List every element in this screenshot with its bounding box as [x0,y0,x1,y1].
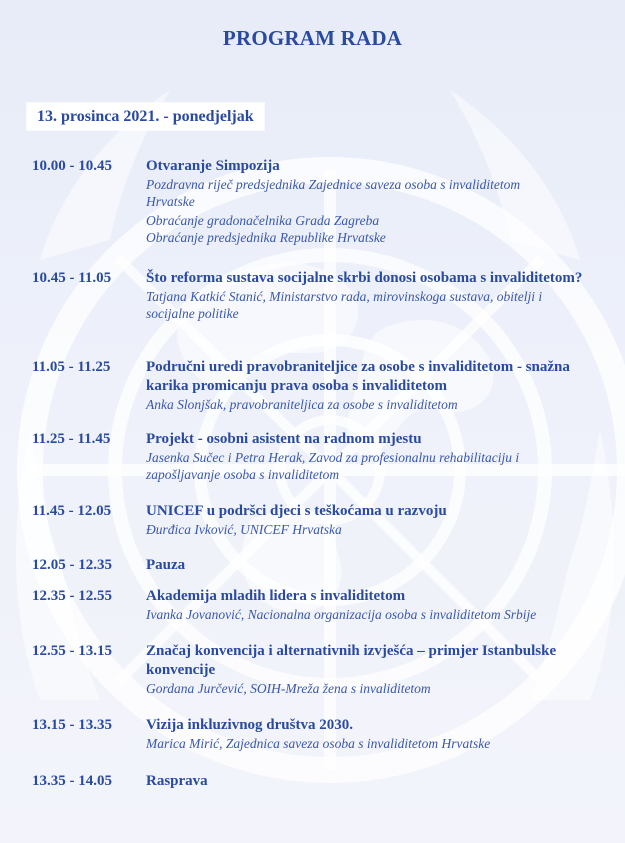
session-detail: Obraćanje gradonačelnika Grada Zagreba [146,213,380,228]
session-time: 12.55 - 13.15 [32,643,112,659]
session-time: 13.15 - 13.35 [32,717,112,733]
session-detail: socijalne politike [146,306,239,321]
session-title: UNICEF u podršci djeci s teškoćama u razvoju [146,503,447,519]
session-detail: Anka Slonjšak, pravobraniteljica za osobe s invaliditetom [146,397,458,412]
date-label: 13. prosinca 2021. - ponedjeljak [27,103,264,130]
session-detail: Đurđica Ivković, UNICEF Hrvatska [146,522,342,537]
session-title: Područni uredi pravobraniteljice za osobe s invaliditetom - snažna karika promicanju prava osoba s invaliditetom [146,359,570,394]
session-title: Vizija inkluzivnog društva 2030. [146,717,353,733]
session-time: 10.00 - 10.45 [32,158,112,174]
session-detail: Pozdravna riječ predsjednika Zajednice saveza osoba s invaliditetom [146,177,521,192]
session-time: 10.45 - 11.05 [32,270,112,286]
session-time: 12.35 - 12.55 [32,588,112,604]
session-time: 12.05 - 12.35 [32,557,112,573]
session-detail: Jasenka Sučec i Petra Herak, Zavod za profesionalnu rehabilitaciju i [146,450,520,465]
session-title: Pauza [146,557,186,573]
session-time: 13.35 - 14.05 [32,773,112,789]
session-time: 11.25 - 11.45 [32,431,111,447]
session-title: Rasprava [146,773,208,789]
session-time: 11.45 - 12.05 [32,503,112,519]
session-title: Što reforma sustava socijalne skrbi donosi osobama s invaliditetom? [146,270,583,286]
session-title: Akademija mladih lidera s invaliditetom [146,588,406,604]
session-detail: zapošljavanje osoba s invaliditetom [146,467,340,482]
page-title: PROGRAM RADA [222,26,403,50]
session-detail: Gordana Jurčević, SOIH-Mreža žena s invaliditetom [146,681,431,696]
session-detail: Marica Mirić, Zajednica saveza osoba s invaliditetom Hrvatske [146,736,491,751]
session-detail: Obraćanje predsjednika Republike Hrvatske [146,230,386,245]
session-title: Projekt - osobni asistent na radnom mjestu [146,431,422,447]
session-detail: Hrvatske [146,194,195,209]
session-detail: Ivanka Jovanović, Nacionalna organizacija osoba s invaliditetom Srbije [146,607,537,622]
session-title: Otvaranje Simpozija [146,158,280,174]
session-title: Značaj konvencija i alternativnih izvješća – primjer Istanbulske konvencije [146,643,557,678]
session-time: 11.05 - 11.25 [32,359,111,375]
session-detail: Tatjana Katkić Stanić, Ministarstvo rada, mirovinskoga sustava, obitelji i [146,289,543,304]
